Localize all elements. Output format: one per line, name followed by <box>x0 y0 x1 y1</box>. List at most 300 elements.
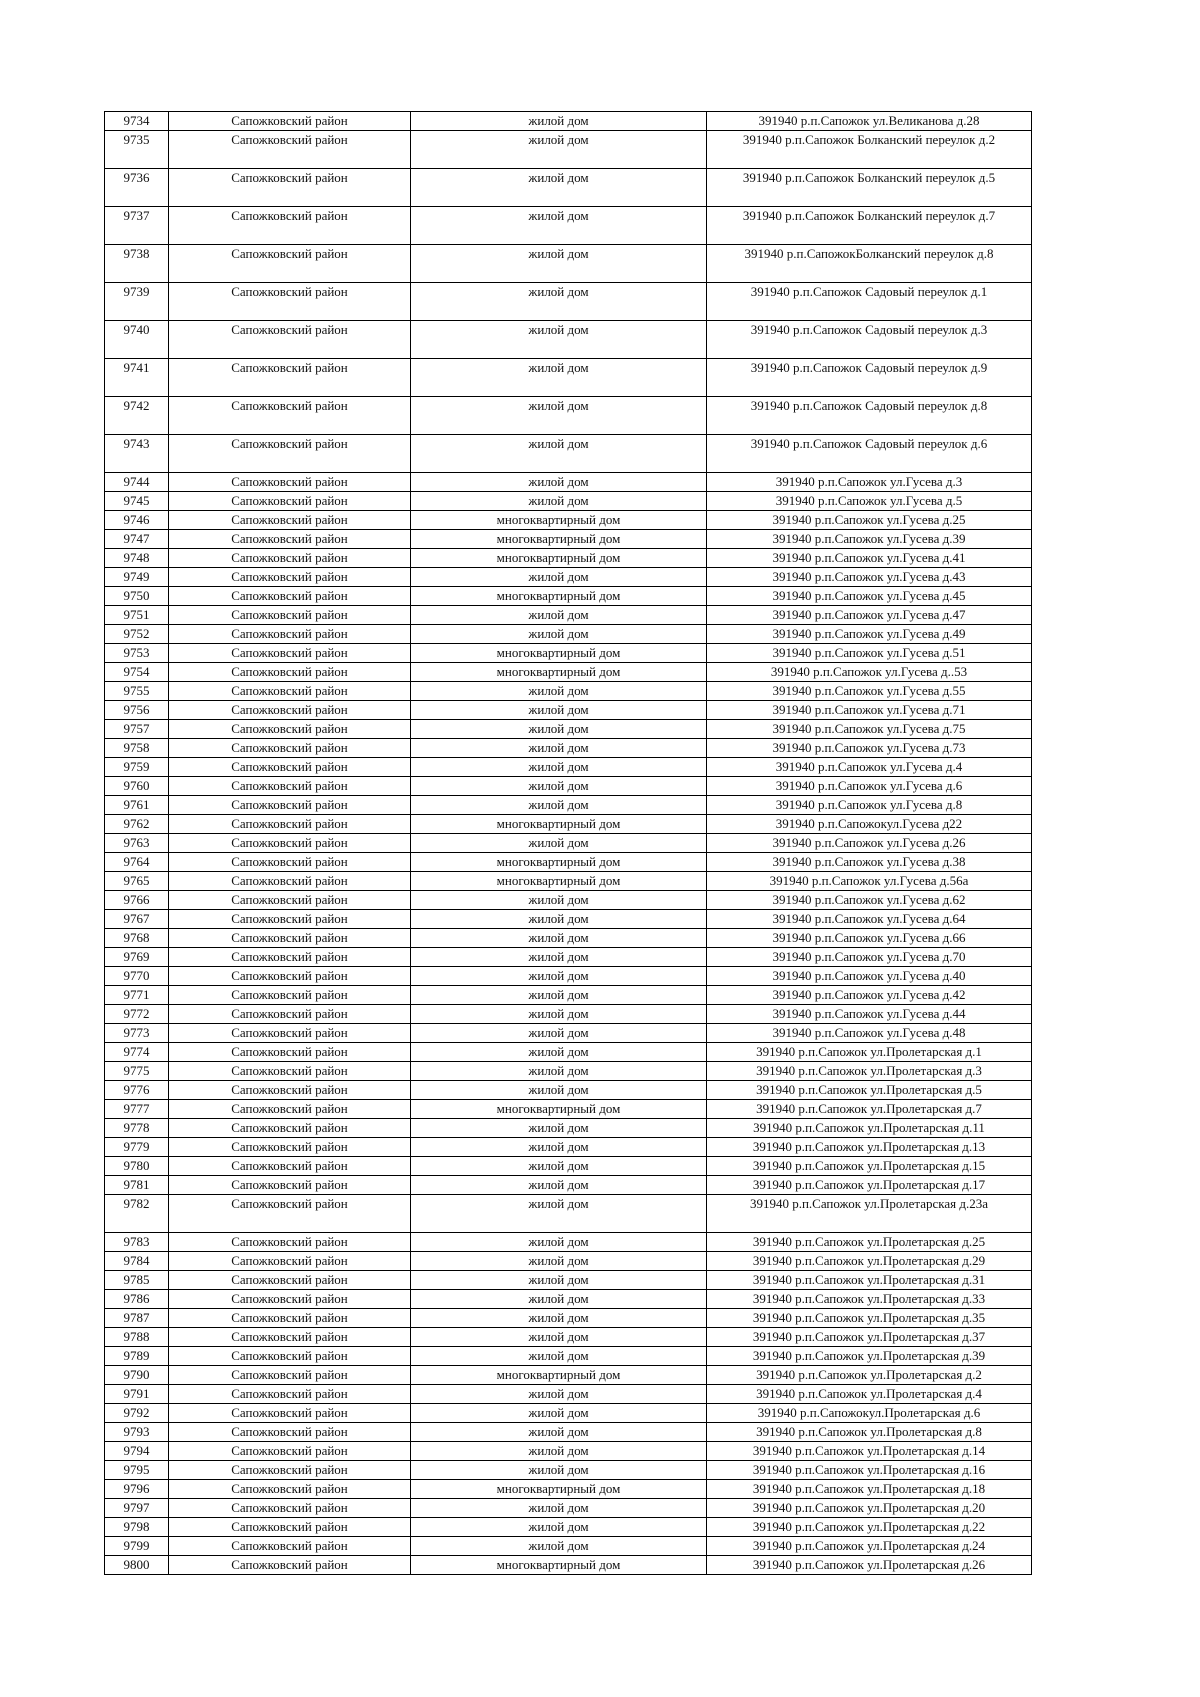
table-row <box>105 549 1032 568</box>
table-row <box>105 1404 1032 1423</box>
district-cell: Сапожковский район <box>169 397 411 435</box>
address-cell: 391940 р.п.Сапожок Садовый переулок д.9 <box>707 359 1032 397</box>
district-cell: Сапожковский район <box>169 1556 411 1575</box>
table-row <box>105 283 1032 321</box>
building-type-cell: многоквартирный дом <box>411 511 707 530</box>
table-row <box>105 568 1032 587</box>
district-cell: Сапожковский район <box>169 929 411 948</box>
row-number-cell: 9795 <box>105 1461 169 1480</box>
table-row <box>105 1005 1032 1024</box>
row-number-cell: 9770 <box>105 967 169 986</box>
address-cell: 391940 р.п.Сапожок ул.Пролетарская д.33 <box>707 1290 1032 1309</box>
address-cell: 391940 р.п.Сапожок ул.Гусева д.48 <box>707 1024 1032 1043</box>
address-cell: 391940 р.п.Сапожок ул.Гусева д.26 <box>707 834 1032 853</box>
table-row <box>105 967 1032 986</box>
table-row <box>105 1176 1032 1195</box>
table-row <box>105 1461 1032 1480</box>
row-number-cell: 9784 <box>105 1252 169 1271</box>
address-cell: 391940 р.п.Сапожок ул.Гусева д.41 <box>707 549 1032 568</box>
row-number-cell: 9779 <box>105 1138 169 1157</box>
building-type-cell: жилой дом <box>411 834 707 853</box>
table-row <box>105 1081 1032 1100</box>
address-cell: 391940 р.п.Сапожок ул.Гусева д.71 <box>707 701 1032 720</box>
table-row <box>105 891 1032 910</box>
row-number-cell: 9736 <box>105 169 169 207</box>
district-cell: Сапожковский район <box>169 701 411 720</box>
address-cell: 391940 р.п.Сапожок ул.Гусева д.45 <box>707 587 1032 606</box>
address-cell: 391940 р.п.Сапожок ул.Гусева д.25 <box>707 511 1032 530</box>
row-number-cell: 9800 <box>105 1556 169 1575</box>
row-number-cell: 9744 <box>105 473 169 492</box>
address-cell: 391940 р.п.Сапожок ул.Пролетарская д.31 <box>707 1271 1032 1290</box>
district-cell: Сапожковский район <box>169 1290 411 1309</box>
housing-registry-table <box>104 111 1032 1575</box>
table-row <box>105 1100 1032 1119</box>
row-number-cell: 9748 <box>105 549 169 568</box>
district-cell: Сапожковский район <box>169 1423 411 1442</box>
building-type-cell: жилой дом <box>411 986 707 1005</box>
row-number-cell: 9764 <box>105 853 169 872</box>
table-row <box>105 1328 1032 1347</box>
district-cell: Сапожковский район <box>169 739 411 758</box>
district-cell: Сапожковский район <box>169 1138 411 1157</box>
table-row <box>105 473 1032 492</box>
building-type-cell: жилой дом <box>411 169 707 207</box>
building-type-cell: жилой дом <box>411 1347 707 1366</box>
row-number-cell: 9753 <box>105 644 169 663</box>
row-number-cell: 9759 <box>105 758 169 777</box>
address-cell: 391940 р.п.Сапожок ул.Пролетарская д.37 <box>707 1328 1032 1347</box>
table-row <box>105 321 1032 359</box>
building-type-cell: жилой дом <box>411 1518 707 1537</box>
building-type-cell: жилой дом <box>411 929 707 948</box>
district-cell: Сапожковский район <box>169 511 411 530</box>
address-cell: 391940 р.п.Сапожок Болканский переулок д.2 <box>707 131 1032 169</box>
table-row <box>105 682 1032 701</box>
address-cell: 391940 р.п.Сапожок ул.Гусева д.51 <box>707 644 1032 663</box>
row-number-cell: 9773 <box>105 1024 169 1043</box>
district-cell: Сапожковский район <box>169 321 411 359</box>
row-number-cell: 9758 <box>105 739 169 758</box>
row-number-cell: 9756 <box>105 701 169 720</box>
address-cell: 391940 р.п.Сапожок ул.Гусева д.75 <box>707 720 1032 739</box>
building-type-cell: многоквартирный дом <box>411 1366 707 1385</box>
row-number-cell: 9777 <box>105 1100 169 1119</box>
row-number-cell: 9754 <box>105 663 169 682</box>
district-cell: Сапожковский район <box>169 663 411 682</box>
address-cell: 391940 р.п.Сапожок ул.Пролетарская д.26 <box>707 1556 1032 1575</box>
building-type-cell: жилой дом <box>411 1005 707 1024</box>
address-cell: 391940 р.п.Сапожок ул.Гусева д.73 <box>707 739 1032 758</box>
building-type-cell: жилой дом <box>411 948 707 967</box>
building-type-cell: многоквартирный дом <box>411 663 707 682</box>
table-row <box>105 739 1032 758</box>
building-type-cell: жилой дом <box>411 1537 707 1556</box>
table-row <box>105 758 1032 777</box>
row-number-cell: 9799 <box>105 1537 169 1556</box>
district-cell: Сапожковский район <box>169 492 411 511</box>
address-cell: 391940 р.п.Сапожок ул.Гусева д.42 <box>707 986 1032 1005</box>
table-row <box>105 435 1032 473</box>
table-row <box>105 1233 1032 1252</box>
district-cell: Сапожковский район <box>169 1081 411 1100</box>
table-row <box>105 511 1032 530</box>
district-cell: Сапожковский район <box>169 853 411 872</box>
table-row <box>105 796 1032 815</box>
row-number-cell: 9775 <box>105 1062 169 1081</box>
district-cell: Сапожковский район <box>169 435 411 473</box>
row-number-cell: 9742 <box>105 397 169 435</box>
table-row <box>105 720 1032 739</box>
district-cell: Сапожковский район <box>169 1043 411 1062</box>
table-row <box>105 1442 1032 1461</box>
building-type-cell: жилой дом <box>411 568 707 587</box>
address-cell: 391940 р.п.Сапожок ул.Пролетарская д.7 <box>707 1100 1032 1119</box>
building-type-cell: жилой дом <box>411 1385 707 1404</box>
district-cell: Сапожковский район <box>169 796 411 815</box>
address-cell: 391940 р.п.СапожокБолканский переулок д.8 <box>707 245 1032 283</box>
table-row <box>105 1518 1032 1537</box>
table-row <box>105 207 1032 245</box>
address-cell: 391940 р.п.Сапожок Садовый переулок д.6 <box>707 435 1032 473</box>
row-number-cell: 9782 <box>105 1195 169 1233</box>
district-cell: Сапожковский район <box>169 1366 411 1385</box>
row-number-cell: 9766 <box>105 891 169 910</box>
building-type-cell: жилой дом <box>411 1271 707 1290</box>
address-cell: 391940 р.п.Сапожок ул.Пролетарская д.35 <box>707 1309 1032 1328</box>
district-cell: Сапожковский район <box>169 1176 411 1195</box>
row-number-cell: 9738 <box>105 245 169 283</box>
district-cell: Сапожковский район <box>169 625 411 644</box>
table-row <box>105 929 1032 948</box>
district-cell: Сапожковский район <box>169 473 411 492</box>
building-type-cell: жилой дом <box>411 606 707 625</box>
row-number-cell: 9792 <box>105 1404 169 1423</box>
table-row <box>105 1309 1032 1328</box>
building-type-cell: жилой дом <box>411 112 707 131</box>
row-number-cell: 9747 <box>105 530 169 549</box>
address-cell: 391940 р.п.Сапожок ул.Гусева д.70 <box>707 948 1032 967</box>
table-row <box>105 853 1032 872</box>
district-cell: Сапожковский район <box>169 1537 411 1556</box>
district-cell: Сапожковский район <box>169 682 411 701</box>
building-type-cell: жилой дом <box>411 1195 707 1233</box>
table-row <box>105 1062 1032 1081</box>
building-type-cell: жилой дом <box>411 492 707 511</box>
row-number-cell: 9788 <box>105 1328 169 1347</box>
district-cell: Сапожковский район <box>169 245 411 283</box>
address-cell: 391940 р.п.Сапожок ул.Пролетарская д.39 <box>707 1347 1032 1366</box>
address-cell: 391940 р.п.Сапожок ул.Гусева д.64 <box>707 910 1032 929</box>
row-number-cell: 9771 <box>105 986 169 1005</box>
row-number-cell: 9737 <box>105 207 169 245</box>
table-row <box>105 644 1032 663</box>
district-cell: Сапожковский район <box>169 1461 411 1480</box>
building-type-cell: жилой дом <box>411 1499 707 1518</box>
table-row <box>105 112 1032 131</box>
district-cell: Сапожковский район <box>169 1328 411 1347</box>
building-type-cell: многоквартирный дом <box>411 587 707 606</box>
table-row <box>105 1480 1032 1499</box>
district-cell: Сапожковский район <box>169 530 411 549</box>
row-number-cell: 9752 <box>105 625 169 644</box>
building-type-cell: жилой дом <box>411 758 707 777</box>
table-row <box>105 1499 1032 1518</box>
address-cell: 391940 р.п.Сапожок ул.Гусева д.3 <box>707 473 1032 492</box>
address-cell: 391940 р.п.Сапожок Садовый переулок д.1 <box>707 283 1032 321</box>
address-cell: 391940 р.п.Сапожок ул.Пролетарская д.14 <box>707 1442 1032 1461</box>
address-cell: 391940 р.п.Сапожок ул.Гусева д.62 <box>707 891 1032 910</box>
address-cell: 391940 р.п.Сапожок ул.Пролетарская д.11 <box>707 1119 1032 1138</box>
address-cell: 391940 р.п.Сапожок ул.Гусева д.40 <box>707 967 1032 986</box>
address-cell: 391940 р.п.Сапожок ул.Пролетарская д.8 <box>707 1423 1032 1442</box>
address-cell: 391940 р.п.Сапожок ул.Гусева д.47 <box>707 606 1032 625</box>
address-cell: 391940 р.п.Сапожок ул.Пролетарская д.13 <box>707 1138 1032 1157</box>
building-type-cell: жилой дом <box>411 1138 707 1157</box>
row-number-cell: 9796 <box>105 1480 169 1499</box>
district-cell: Сапожковский район <box>169 948 411 967</box>
row-number-cell: 9763 <box>105 834 169 853</box>
district-cell: Сапожковский район <box>169 131 411 169</box>
building-type-cell: многоквартирный дом <box>411 530 707 549</box>
building-type-cell: жилой дом <box>411 359 707 397</box>
row-number-cell: 9749 <box>105 568 169 587</box>
district-cell: Сапожковский район <box>169 834 411 853</box>
address-cell: 391940 р.п.Сапожок ул.Гусева д.49 <box>707 625 1032 644</box>
row-number-cell: 9735 <box>105 131 169 169</box>
district-cell: Сапожковский район <box>169 112 411 131</box>
building-type-cell: жилой дом <box>411 777 707 796</box>
address-cell: 391940 р.п.Сапожок ул.Гусева д.6 <box>707 777 1032 796</box>
district-cell: Сапожковский район <box>169 777 411 796</box>
district-cell: Сапожковский район <box>169 1100 411 1119</box>
building-type-cell: жилой дом <box>411 397 707 435</box>
table-row <box>105 359 1032 397</box>
address-cell: 391940 р.п.Сапожок ул.Гусева д.66 <box>707 929 1032 948</box>
row-number-cell: 9797 <box>105 1499 169 1518</box>
row-number-cell: 9783 <box>105 1233 169 1252</box>
registry-table-body <box>105 112 1032 1575</box>
district-cell: Сапожковский район <box>169 1480 411 1499</box>
table-row <box>105 663 1032 682</box>
row-number-cell: 9787 <box>105 1309 169 1328</box>
building-type-cell: жилой дом <box>411 625 707 644</box>
district-cell: Сапожковский район <box>169 1233 411 1252</box>
table-row <box>105 1195 1032 1233</box>
row-number-cell: 9741 <box>105 359 169 397</box>
row-number-cell: 9762 <box>105 815 169 834</box>
building-type-cell: жилой дом <box>411 1309 707 1328</box>
table-row <box>105 1347 1032 1366</box>
address-cell: 391940 р.п.Сапожок Болканский переулок д.5 <box>707 169 1032 207</box>
building-type-cell: жилой дом <box>411 1328 707 1347</box>
row-number-cell: 9794 <box>105 1442 169 1461</box>
table-row <box>105 625 1032 644</box>
building-type-cell: жилой дом <box>411 435 707 473</box>
row-number-cell: 9751 <box>105 606 169 625</box>
table-row <box>105 910 1032 929</box>
district-cell: Сапожковский район <box>169 891 411 910</box>
address-cell: 391940 р.п.Сапожок ул.Гусева д.56а <box>707 872 1032 891</box>
building-type-cell: многоквартирный дом <box>411 815 707 834</box>
table-row <box>105 1138 1032 1157</box>
district-cell: Сапожковский район <box>169 1385 411 1404</box>
row-number-cell: 9760 <box>105 777 169 796</box>
table-row <box>105 701 1032 720</box>
district-cell: Сапожковский район <box>169 1442 411 1461</box>
table-row <box>105 777 1032 796</box>
row-number-cell: 9776 <box>105 1081 169 1100</box>
row-number-cell: 9767 <box>105 910 169 929</box>
address-cell: 391940 р.п.Сапожок ул.Гусева д.8 <box>707 796 1032 815</box>
address-cell: 391940 р.п.Сапожок ул.Гусева д.44 <box>707 1005 1032 1024</box>
building-type-cell: жилой дом <box>411 1043 707 1062</box>
district-cell: Сапожковский район <box>169 644 411 663</box>
address-cell: 391940 р.п.Сапожок ул.Гусева д.38 <box>707 853 1032 872</box>
address-cell: 391940 р.п.Сапожок ул.Гусева д..53 <box>707 663 1032 682</box>
table-row <box>105 1024 1032 1043</box>
table-row <box>105 606 1032 625</box>
row-number-cell: 9790 <box>105 1366 169 1385</box>
district-cell: Сапожковский район <box>169 207 411 245</box>
row-number-cell: 9768 <box>105 929 169 948</box>
district-cell: Сапожковский район <box>169 1518 411 1537</box>
address-cell: 391940 р.п.Сапожок ул.Гусева д.43 <box>707 568 1032 587</box>
district-cell: Сапожковский район <box>169 587 411 606</box>
table-row <box>105 397 1032 435</box>
district-cell: Сапожковский район <box>169 169 411 207</box>
district-cell: Сапожковский район <box>169 986 411 1005</box>
district-cell: Сапожковский район <box>169 359 411 397</box>
building-type-cell: многоквартирный дом <box>411 644 707 663</box>
building-type-cell: жилой дом <box>411 131 707 169</box>
table-row <box>105 1119 1032 1138</box>
district-cell: Сапожковский район <box>169 1309 411 1328</box>
building-type-cell: многоквартирный дом <box>411 1100 707 1119</box>
building-type-cell: многоквартирный дом <box>411 549 707 568</box>
district-cell: Сапожковский район <box>169 568 411 587</box>
row-number-cell: 9785 <box>105 1271 169 1290</box>
table-row <box>105 1423 1032 1442</box>
row-number-cell: 9746 <box>105 511 169 530</box>
table-row <box>105 834 1032 853</box>
table-row <box>105 1537 1032 1556</box>
table-row <box>105 1290 1032 1309</box>
district-cell: Сапожковский район <box>169 1062 411 1081</box>
building-type-cell: жилой дом <box>411 207 707 245</box>
building-type-cell: жилой дом <box>411 967 707 986</box>
building-type-cell: жилой дом <box>411 1290 707 1309</box>
table-row <box>105 1385 1032 1404</box>
building-type-cell: жилой дом <box>411 473 707 492</box>
building-type-cell: жилой дом <box>411 720 707 739</box>
address-cell: 391940 р.п.Сапожок ул.Пролетарская д.15 <box>707 1157 1032 1176</box>
district-cell: Сапожковский район <box>169 910 411 929</box>
address-cell: 391940 р.п.Сапожок ул.Пролетарская д.5 <box>707 1081 1032 1100</box>
address-cell: 391940 р.п.Сапожок ул.Пролетарская д.23а <box>707 1195 1032 1233</box>
address-cell: 391940 р.п.Сапожок ул.Великанова д.28 <box>707 112 1032 131</box>
district-cell: Сапожковский район <box>169 1157 411 1176</box>
address-cell: 391940 р.п.Сапожок ул.Пролетарская д.22 <box>707 1518 1032 1537</box>
address-cell: 391940 р.п.Сапожок ул.Гусева д.55 <box>707 682 1032 701</box>
building-type-cell: жилой дом <box>411 1252 707 1271</box>
row-number-cell: 9765 <box>105 872 169 891</box>
address-cell: 391940 р.п.Сапожок ул.Пролетарская д.17 <box>707 1176 1032 1195</box>
table-row <box>105 492 1032 511</box>
building-type-cell: жилой дом <box>411 245 707 283</box>
building-type-cell: жилой дом <box>411 1157 707 1176</box>
row-number-cell: 9757 <box>105 720 169 739</box>
district-cell: Сапожковский район <box>169 1347 411 1366</box>
building-type-cell: жилой дом <box>411 796 707 815</box>
building-type-cell: жилой дом <box>411 1081 707 1100</box>
district-cell: Сапожковский район <box>169 1119 411 1138</box>
row-number-cell: 9781 <box>105 1176 169 1195</box>
building-type-cell: многоквартирный дом <box>411 1480 707 1499</box>
building-type-cell: жилой дом <box>411 1024 707 1043</box>
building-type-cell: жилой дом <box>411 1119 707 1138</box>
district-cell: Сапожковский район <box>169 758 411 777</box>
building-type-cell: жилой дом <box>411 682 707 701</box>
building-type-cell: жилой дом <box>411 1233 707 1252</box>
district-cell: Сапожковский район <box>169 1499 411 1518</box>
district-cell: Сапожковский район <box>169 549 411 568</box>
address-cell: 391940 р.п.Сапожок ул.Пролетарская д.3 <box>707 1062 1032 1081</box>
row-number-cell: 9791 <box>105 1385 169 1404</box>
district-cell: Сапожковский район <box>169 967 411 986</box>
table-row <box>105 815 1032 834</box>
row-number-cell: 9761 <box>105 796 169 815</box>
table-row <box>105 986 1032 1005</box>
district-cell: Сапожковский район <box>169 606 411 625</box>
row-number-cell: 9739 <box>105 283 169 321</box>
building-type-cell: жилой дом <box>411 910 707 929</box>
district-cell: Сапожковский район <box>169 720 411 739</box>
row-number-cell: 9740 <box>105 321 169 359</box>
row-number-cell: 9793 <box>105 1423 169 1442</box>
row-number-cell: 9769 <box>105 948 169 967</box>
table-row <box>105 131 1032 169</box>
district-cell: Сапожковский район <box>169 1005 411 1024</box>
building-type-cell: жилой дом <box>411 283 707 321</box>
building-type-cell: жилой дом <box>411 739 707 758</box>
building-type-cell: многоквартирный дом <box>411 1556 707 1575</box>
row-number-cell: 9780 <box>105 1157 169 1176</box>
building-type-cell: жилой дом <box>411 1423 707 1442</box>
address-cell: 391940 р.п.Сапожок ул.Пролетарская д.4 <box>707 1385 1032 1404</box>
table-row <box>105 872 1032 891</box>
table-row <box>105 1366 1032 1385</box>
building-type-cell: жилой дом <box>411 1404 707 1423</box>
address-cell: 391940 р.п.Сапожок Садовый переулок д.8 <box>707 397 1032 435</box>
address-cell: 391940 р.п.Сапожок ул.Пролетарская д.1 <box>707 1043 1032 1062</box>
address-cell: 391940 р.п.Сапожокул.Пролетарская д.6 <box>707 1404 1032 1423</box>
table-row <box>105 1271 1032 1290</box>
building-type-cell: жилой дом <box>411 1176 707 1195</box>
row-number-cell: 9755 <box>105 682 169 701</box>
district-cell: Сапожковский район <box>169 283 411 321</box>
address-cell: 391940 р.п.Сапожок Болканский переулок д.7 <box>707 207 1032 245</box>
building-type-cell: многоквартирный дом <box>411 872 707 891</box>
table-row <box>105 530 1032 549</box>
table-row <box>105 587 1032 606</box>
district-cell: Сапожковский район <box>169 1271 411 1290</box>
row-number-cell: 9743 <box>105 435 169 473</box>
table-row <box>105 948 1032 967</box>
address-cell: 391940 р.п.Сапожок ул.Пролетарская д.29 <box>707 1252 1032 1271</box>
row-number-cell: 9745 <box>105 492 169 511</box>
address-cell: 391940 р.п.Сапожокул.Гусева д22 <box>707 815 1032 834</box>
